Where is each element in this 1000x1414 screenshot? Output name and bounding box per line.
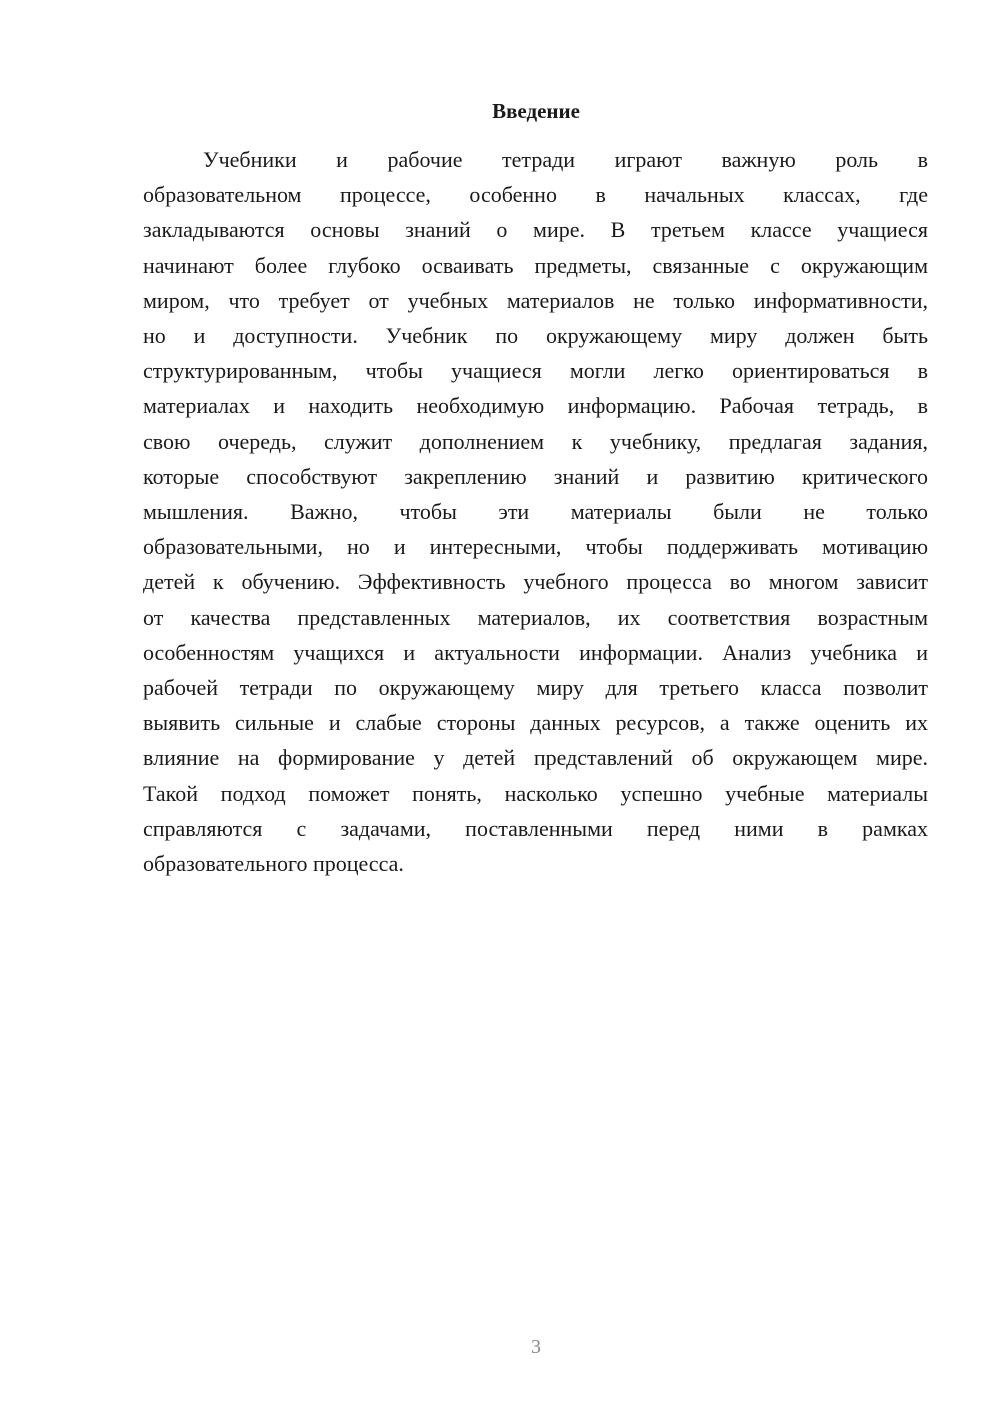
paragraph-line: Учебники и рабочие тетради играют важную роль в: [203, 147, 928, 172]
paragraph-line: справляются с задачами, поставленными перед ними в рамках: [143, 815, 928, 841]
paragraph-line: закладываются основы знаний о мире. В третьем классе учащиеся: [143, 217, 928, 243]
paragraph-line: образовательными, но и интересными, чтобы поддерживать мотивацию: [143, 534, 928, 560]
paragraph-line: которые способствуют закреплению знаний и развитию критического: [143, 463, 928, 489]
paragraph-line: от качества представленных материалов, их соответствия возрастным: [143, 604, 928, 630]
section-heading: Введение: [492, 99, 580, 123]
paragraph-line: миром, что требует от учебных материалов не только информативности,: [143, 287, 928, 313]
paragraph-line: начинают более глубоко осваивать предметы, связанные с окружающим: [143, 252, 928, 278]
paragraph-line: структурированным, чтобы учащиеся могли легко ориентироваться в: [143, 358, 928, 384]
paragraph-line: выявить сильные и слабые стороны данных ресурсов, а также оценить их: [143, 710, 928, 736]
paragraph-line: образовательном процессе, особенно в начальных классах, где: [143, 182, 928, 208]
paragraph-line: особенностям учащихся и актуальности информации. Анализ учебника и: [143, 639, 928, 665]
paragraph-line: материалах и находить необходимую информацию. Рабочая тетрадь, в: [143, 393, 928, 419]
paragraph-line: образовательного процесса.: [143, 851, 404, 877]
paragraph-line: Такой подход поможет понять, насколько успешно учебные материалы: [143, 780, 928, 806]
paragraph-line: но и доступности. Учебник по окружающему миру должен быть: [143, 323, 928, 349]
introduction-paragraph: [143, 142, 928, 881]
paragraph-line: детей к обучению. Эффективность учебного процесса во многом зависит: [143, 569, 928, 595]
paragraph-line: влияние на формирование у детей представлений об окружающем мире.: [143, 745, 928, 771]
paragraph-line: мышления. Важно, чтобы эти материалы были не только: [143, 499, 928, 525]
page-number: 3: [531, 1336, 541, 1358]
paragraph-line: рабочей тетради по окружающему миру для третьего класса позволит: [143, 675, 928, 701]
paragraph-line: свою очередь, служит дополнением к учебнику, предлагая задания,: [143, 428, 928, 454]
